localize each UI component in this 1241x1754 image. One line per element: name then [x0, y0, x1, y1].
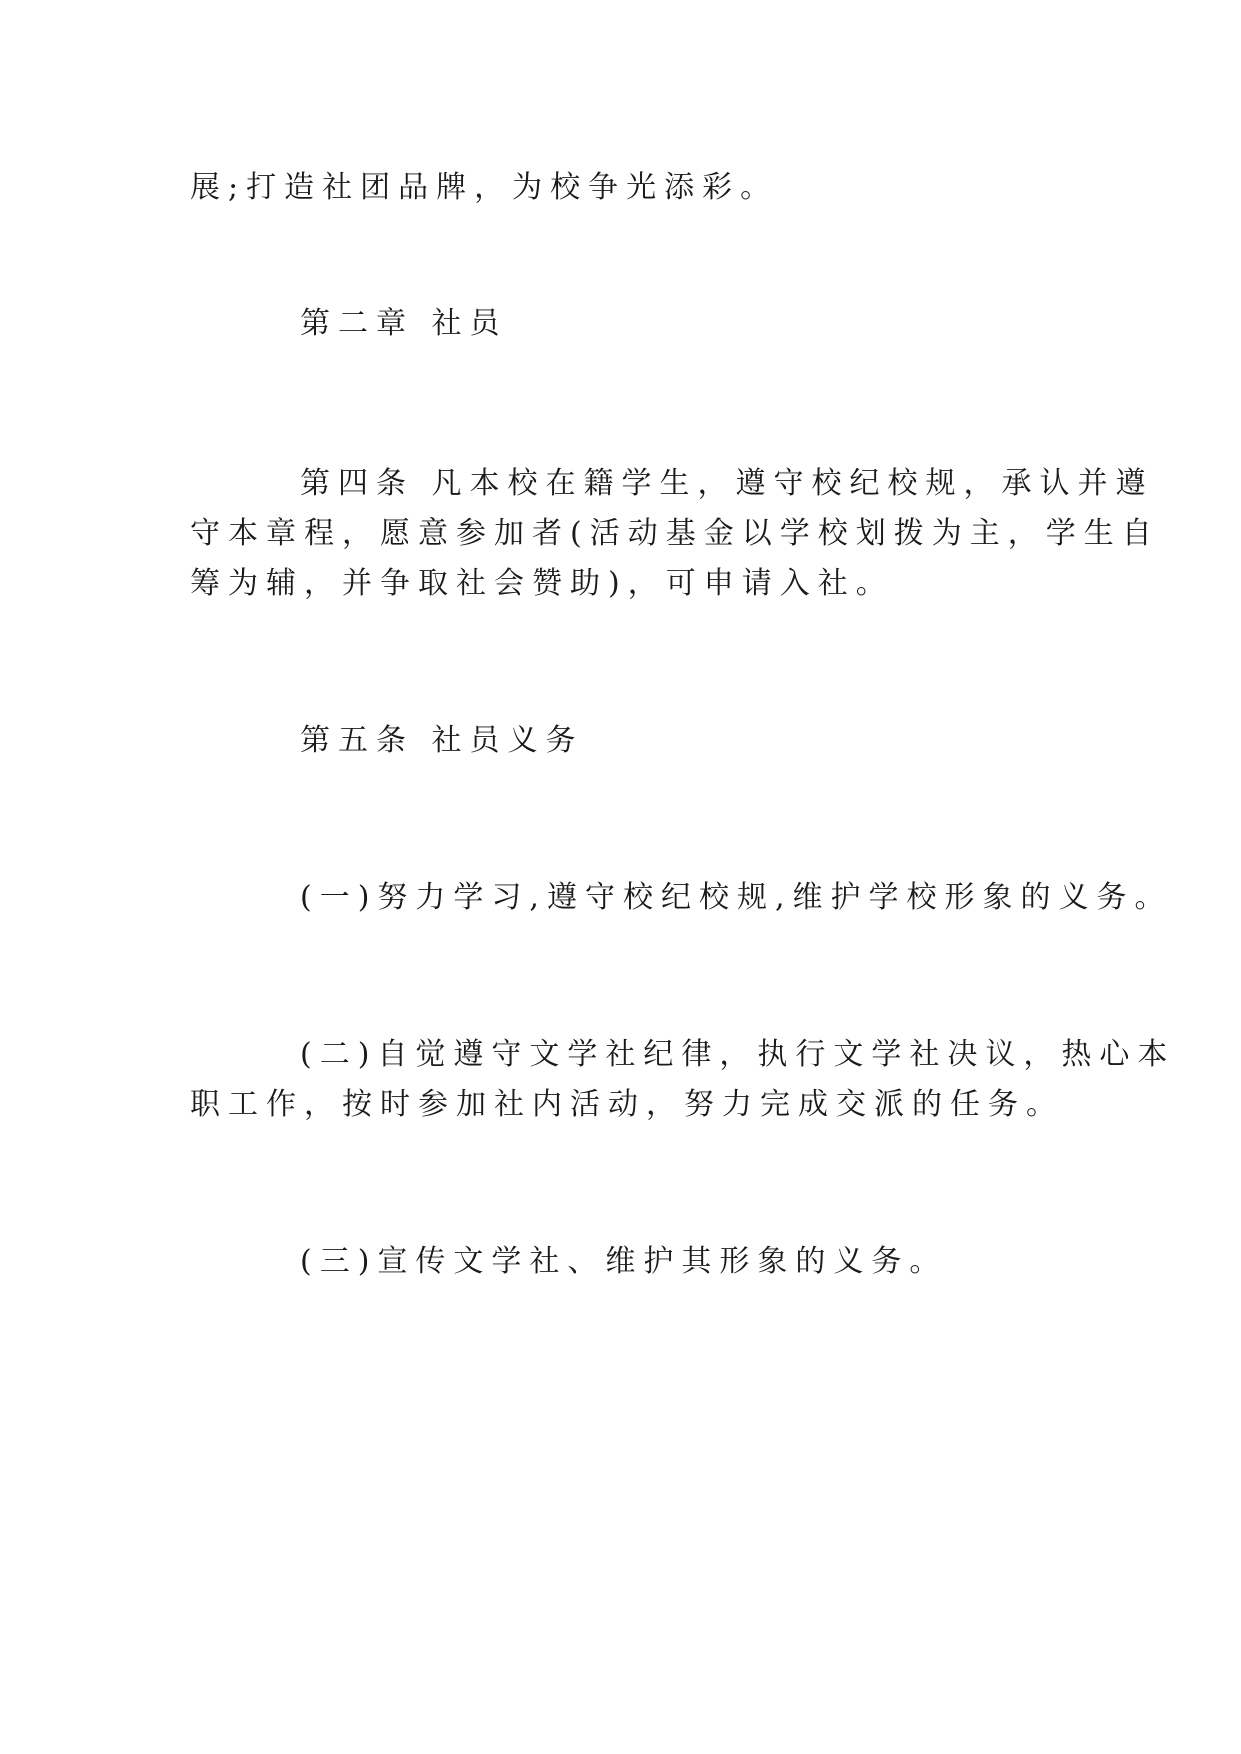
chapter-heading: 第二章 社员: [300, 306, 508, 341]
article-5-heading: 第五条 社员义务: [300, 723, 584, 758]
duty-item-2: (二)自觉遵守文学社纪律，执行文学社决议，热心本: [300, 1037, 1176, 1072]
article-4-line: 第四条 凡本校在籍学生，遵守校纪校规，承认并遵: [300, 466, 1154, 501]
article-4-line: 守本章程，愿意参加者(活动基金以学校划拨为主，学生自: [190, 516, 1160, 551]
duty-item-2: 职工作，按时参加社内活动，努力完成交派的任务。: [190, 1087, 1064, 1122]
duty-item-3: (三)宣传文学社、维护其形象的义务。: [300, 1244, 948, 1279]
duty-item-1: (一)努力学习,遵守校纪校规,维护学校形象的义务。: [300, 880, 1173, 915]
paragraph-text: 展;打造社团品牌，为校争光添彩。: [190, 170, 779, 205]
article-4-line: 筹为辅，并争取社会赞助)，可申请入社。: [190, 566, 894, 601]
